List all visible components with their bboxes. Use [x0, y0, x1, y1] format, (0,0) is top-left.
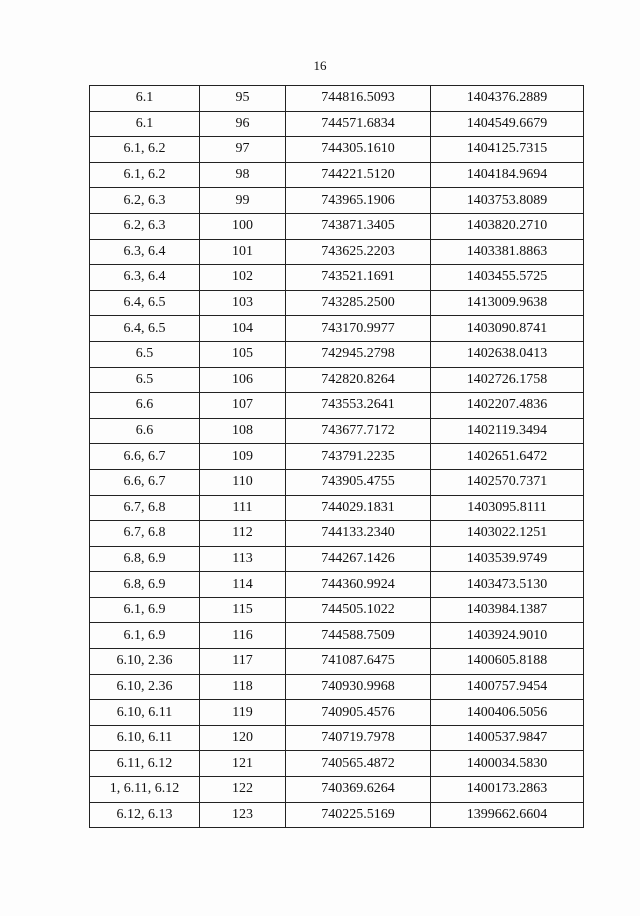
point-number-cell: 102	[200, 265, 286, 291]
point-number-cell: 123	[200, 802, 286, 828]
table-row	[90, 597, 584, 623]
point-number-cell: 115	[200, 597, 286, 623]
section-cell: 6.10, 6.11	[90, 725, 200, 751]
x-coordinate-cell: 743871.3405	[286, 213, 431, 239]
table-row	[90, 162, 584, 188]
point-number-cell: 120	[200, 725, 286, 751]
x-coordinate-cell: 744816.5093	[286, 86, 431, 112]
y-coordinate-cell: 1400034.5830	[431, 751, 584, 777]
point-number-cell: 110	[200, 469, 286, 495]
table-row	[90, 86, 584, 112]
x-coordinate-cell: 742945.2798	[286, 341, 431, 367]
x-coordinate-cell: 743170.9977	[286, 316, 431, 342]
y-coordinate-cell: 1402651.6472	[431, 444, 584, 470]
x-coordinate-cell: 740719.7978	[286, 725, 431, 751]
point-number-cell: 98	[200, 162, 286, 188]
table-row	[90, 469, 584, 495]
x-coordinate-cell: 744221.5120	[286, 162, 431, 188]
x-coordinate-cell: 743553.2641	[286, 393, 431, 419]
y-coordinate-cell: 1402207.4836	[431, 393, 584, 419]
point-number-cell: 114	[200, 572, 286, 598]
point-number-cell: 101	[200, 239, 286, 265]
point-number-cell: 109	[200, 444, 286, 470]
y-coordinate-cell: 1400757.9454	[431, 674, 584, 700]
x-coordinate-cell: 741087.6475	[286, 649, 431, 675]
y-coordinate-cell: 1404549.6679	[431, 111, 584, 137]
x-coordinate-cell: 743905.4755	[286, 469, 431, 495]
x-coordinate-cell: 744571.6834	[286, 111, 431, 137]
point-number-cell: 107	[200, 393, 286, 419]
section-cell: 6.6	[90, 393, 200, 419]
table-row	[90, 572, 584, 598]
y-coordinate-cell: 1404184.9694	[431, 162, 584, 188]
y-coordinate-cell: 1403455.5725	[431, 265, 584, 291]
section-cell: 6.10, 6.11	[90, 700, 200, 726]
y-coordinate-cell: 1400605.8188	[431, 649, 584, 675]
point-number-cell: 117	[200, 649, 286, 675]
point-number-cell: 105	[200, 341, 286, 367]
table-row	[90, 444, 584, 470]
coordinates-table	[89, 85, 584, 828]
table-row	[90, 521, 584, 547]
x-coordinate-cell: 744360.9924	[286, 572, 431, 598]
point-number-cell: 103	[200, 290, 286, 316]
table-row	[90, 418, 584, 444]
y-coordinate-cell: 1402638.0413	[431, 341, 584, 367]
section-cell: 6.10, 2.36	[90, 674, 200, 700]
section-cell: 6.1	[90, 111, 200, 137]
point-number-cell: 118	[200, 674, 286, 700]
table-row	[90, 137, 584, 163]
section-cell: 6.6	[90, 418, 200, 444]
point-number-cell: 97	[200, 137, 286, 163]
y-coordinate-cell: 1403095.8111	[431, 495, 584, 521]
section-cell: 6.3, 6.4	[90, 265, 200, 291]
point-number-cell: 122	[200, 777, 286, 803]
section-cell: 6.8, 6.9	[90, 546, 200, 572]
x-coordinate-cell: 740565.4872	[286, 751, 431, 777]
section-cell: 6.5	[90, 341, 200, 367]
table-row	[90, 367, 584, 393]
table-row	[90, 649, 584, 675]
y-coordinate-cell: 1404125.7315	[431, 137, 584, 163]
section-cell: 6.5	[90, 367, 200, 393]
x-coordinate-cell: 744305.1610	[286, 137, 431, 163]
section-cell: 6.10, 2.36	[90, 649, 200, 675]
point-number-cell: 121	[200, 751, 286, 777]
x-coordinate-cell: 740225.5169	[286, 802, 431, 828]
y-coordinate-cell: 1403753.8089	[431, 188, 584, 214]
x-coordinate-cell: 744029.1831	[286, 495, 431, 521]
point-number-cell: 116	[200, 623, 286, 649]
table-row	[90, 290, 584, 316]
x-coordinate-cell: 740905.4576	[286, 700, 431, 726]
section-cell: 6.1, 6.9	[90, 597, 200, 623]
x-coordinate-cell: 744267.1426	[286, 546, 431, 572]
section-cell: 6.1, 6.2	[90, 162, 200, 188]
point-number-cell: 106	[200, 367, 286, 393]
x-coordinate-cell: 744133.2340	[286, 521, 431, 547]
x-coordinate-cell: 743521.1691	[286, 265, 431, 291]
table-row	[90, 623, 584, 649]
y-coordinate-cell: 1403090.8741	[431, 316, 584, 342]
table-row	[90, 213, 584, 239]
y-coordinate-cell: 1402119.3494	[431, 418, 584, 444]
section-cell: 6.12, 6.13	[90, 802, 200, 828]
point-number-cell: 113	[200, 546, 286, 572]
section-cell: 1, 6.11, 6.12	[90, 777, 200, 803]
x-coordinate-cell: 743791.2235	[286, 444, 431, 470]
point-number-cell: 95	[200, 86, 286, 112]
section-cell: 6.11, 6.12	[90, 751, 200, 777]
table-row	[90, 188, 584, 214]
table-row	[90, 546, 584, 572]
section-cell: 6.6, 6.7	[90, 469, 200, 495]
section-cell: 6.4, 6.5	[90, 290, 200, 316]
point-number-cell: 100	[200, 213, 286, 239]
section-cell: 6.2, 6.3	[90, 213, 200, 239]
table-body	[90, 86, 584, 828]
section-cell: 6.2, 6.3	[90, 188, 200, 214]
x-coordinate-cell: 740930.9968	[286, 674, 431, 700]
y-coordinate-cell: 1402570.7371	[431, 469, 584, 495]
table-row	[90, 393, 584, 419]
table-row	[90, 316, 584, 342]
x-coordinate-cell: 744588.7509	[286, 623, 431, 649]
point-number-cell: 108	[200, 418, 286, 444]
point-number-cell: 104	[200, 316, 286, 342]
section-cell: 6.3, 6.4	[90, 239, 200, 265]
point-number-cell: 112	[200, 521, 286, 547]
table-row	[90, 111, 584, 137]
x-coordinate-cell: 742820.8264	[286, 367, 431, 393]
table-row	[90, 239, 584, 265]
y-coordinate-cell: 1403022.1251	[431, 521, 584, 547]
x-coordinate-cell: 744505.1022	[286, 597, 431, 623]
section-cell: 6.1, 6.2	[90, 137, 200, 163]
point-number-cell: 111	[200, 495, 286, 521]
y-coordinate-cell: 1403539.9749	[431, 546, 584, 572]
section-cell: 6.1	[90, 86, 200, 112]
section-cell: 6.7, 6.8	[90, 495, 200, 521]
y-coordinate-cell: 1400173.2863	[431, 777, 584, 803]
y-coordinate-cell: 1403820.2710	[431, 213, 584, 239]
y-coordinate-cell: 1404376.2889	[431, 86, 584, 112]
table-row	[90, 265, 584, 291]
y-coordinate-cell: 1403381.8863	[431, 239, 584, 265]
page-number: 16	[313, 58, 327, 73]
y-coordinate-cell: 1402726.1758	[431, 367, 584, 393]
y-coordinate-cell: 1400406.5056	[431, 700, 584, 726]
x-coordinate-cell: 743965.1906	[286, 188, 431, 214]
table-row	[90, 341, 584, 367]
y-coordinate-cell: 1400537.9847	[431, 725, 584, 751]
table-row	[90, 674, 584, 700]
section-cell: 6.6, 6.7	[90, 444, 200, 470]
table-row	[90, 700, 584, 726]
table-row	[90, 751, 584, 777]
table-row	[90, 725, 584, 751]
y-coordinate-cell: 1403924.9010	[431, 623, 584, 649]
x-coordinate-cell: 740369.6264	[286, 777, 431, 803]
y-coordinate-cell: 1403984.1387	[431, 597, 584, 623]
point-number-cell: 119	[200, 700, 286, 726]
table-row	[90, 802, 584, 828]
section-cell: 6.1, 6.9	[90, 623, 200, 649]
point-number-cell: 99	[200, 188, 286, 214]
table-row	[90, 495, 584, 521]
x-coordinate-cell: 743625.2203	[286, 239, 431, 265]
point-number-cell: 96	[200, 111, 286, 137]
section-cell: 6.8, 6.9	[90, 572, 200, 598]
y-coordinate-cell: 1403473.5130	[431, 572, 584, 598]
x-coordinate-cell: 743677.7172	[286, 418, 431, 444]
section-cell: 6.7, 6.8	[90, 521, 200, 547]
table-row	[90, 777, 584, 803]
y-coordinate-cell: 1399662.6604	[431, 802, 584, 828]
y-coordinate-cell: 1413009.9638	[431, 290, 584, 316]
section-cell: 6.4, 6.5	[90, 316, 200, 342]
x-coordinate-cell: 743285.2500	[286, 290, 431, 316]
